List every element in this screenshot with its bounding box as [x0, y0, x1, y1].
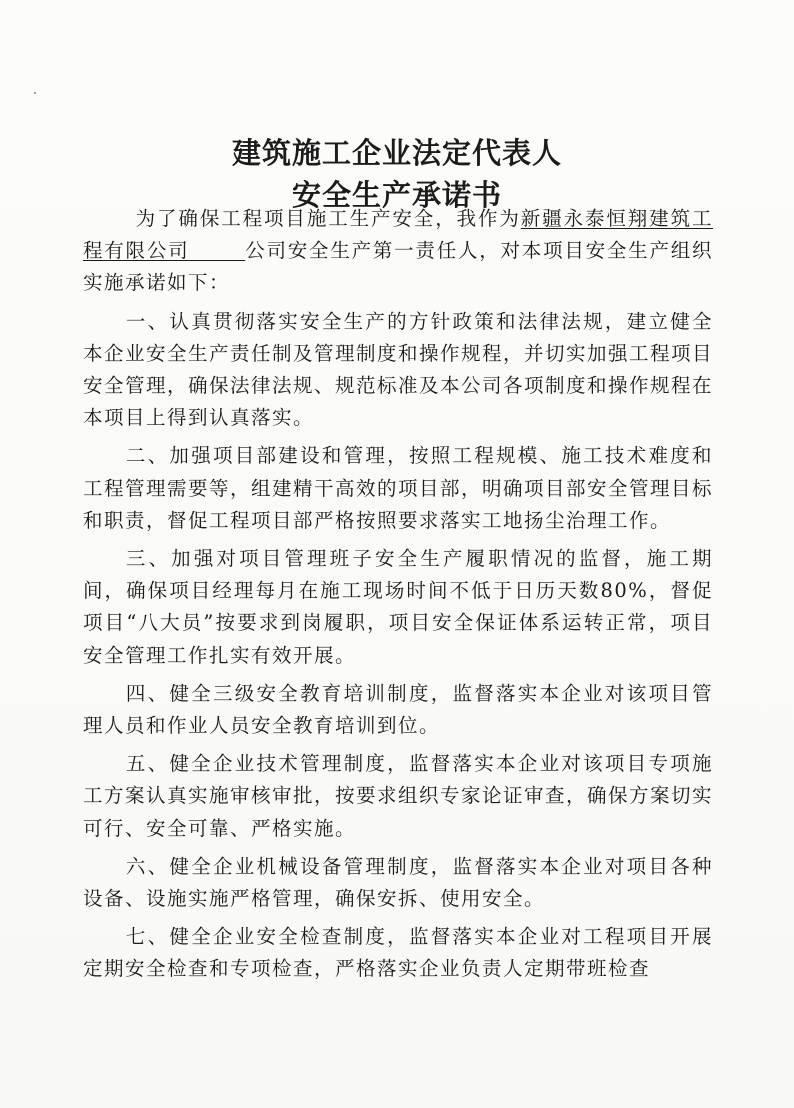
intro-suffix: 公司安全生产第一责任人，对本项目安全生产组织实施承诺如下：	[83, 239, 713, 295]
clause-1: 一、认真贯彻落实安全生产的方针政策和法律法规，建立健全本企业安全生产责任制及管理制度和操作规程，并切实加强工程项目安全管理，确保法律法规、规范标准及本公司各项制度和操作规程在本项目上得到认真落实。	[83, 309, 714, 430]
company-name: 新疆永泰恒翔建筑工程有限公司	[83, 207, 713, 263]
document-title-line1: 建筑施工企业法定代表人	[231, 136, 562, 170]
clause-2: 二、加强项目部建设和管理，按照工程规模、施工技术难度和工程管理需要等，组建精干高效的项目部，明确项目部安全管理目标和职责，督促工程项目部严格按照要求落实工地扬尘治理工作。	[83, 444, 714, 532]
clause-5: 五、健全企业技术管理制度，监督落实本企业对该项目专项施工方案认真实施审核审批，按要求组织专家论证审查，确保方案切实可行、安全可靠、严格实施。	[83, 752, 714, 840]
clause-4: 四、健全三级安全教育培训制度，监督落实本企业对该项目管理人员和作业人员安全教育培训到位。	[83, 681, 713, 738]
company-blank	[189, 239, 245, 262]
clause-6: 六、健全企业机械设备管理制度，监督落实本企业对项目各种设备、设施实施严格管理，确保安拆、使用安全。	[83, 854, 713, 911]
document-title-line2: 安全生产承诺书	[291, 178, 502, 212]
clause-7: 七、健全企业安全检查制度，监督落实本企业对工程项目开展定期安全检查和专项检查，严格落实企业负责人定期带班检查	[83, 925, 713, 981]
scan-speck	[34, 92, 36, 94]
intro-prefix: 为了确保工程项目施工生产安全，我作为	[135, 207, 521, 230]
intro-paragraph	[83, 203, 713, 300]
document-body	[83, 203, 713, 986]
clause-3: 三、加强对项目管理班子安全生产履职情况的监督，施工期间，确保项目经理每月在施工现场时间不低于日历天数80%，督促项目“八大员”按要求到岗履职，项目安全保证体系运转正常，项目安全管理工作扎实有效开展。	[83, 547, 713, 667]
